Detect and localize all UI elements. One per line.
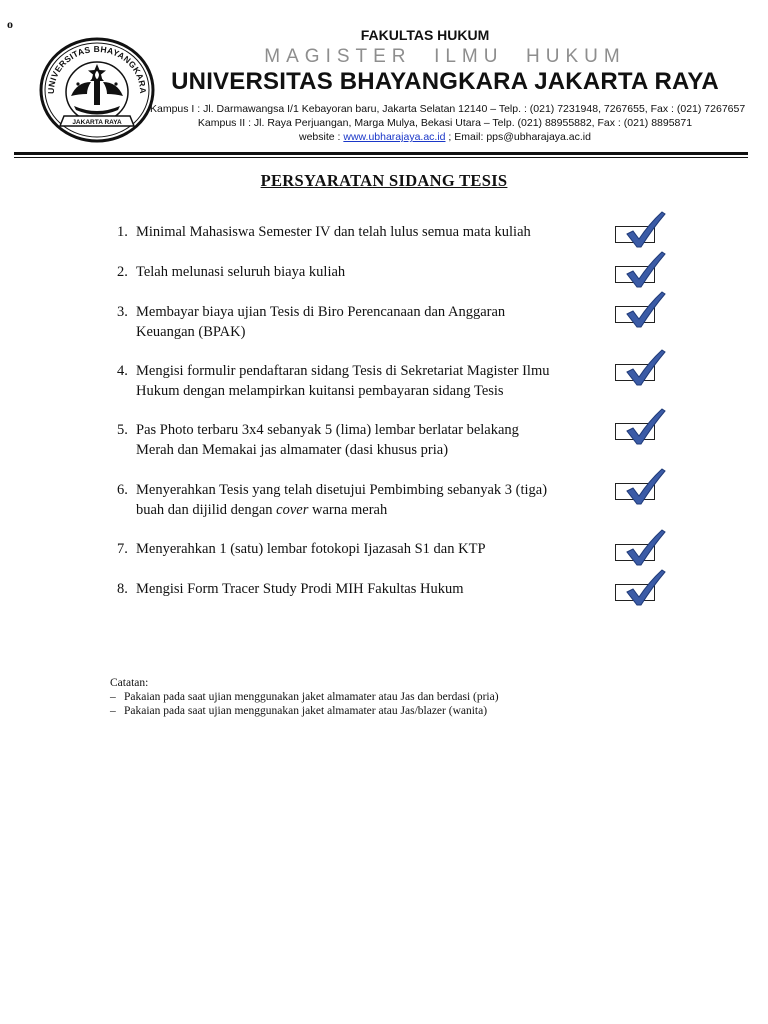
seal-ring-text: UNIVERSITAS BHAYANGKARA [45,43,149,95]
university-seal-logo [38,36,156,144]
requirement-item-7 [117,539,597,559]
requirement-checkbox-8[interactable] [615,576,659,604]
checkmark-icon [615,210,667,250]
checkmark-icon [615,348,667,388]
requirement-checkbox-3[interactable] [615,298,659,326]
website-link[interactable]: www.ubharajaya.ac.id [343,131,446,143]
requirement-text-cont: buah dan dijilid dengan cover warna merah [136,502,388,518]
requirement-text: Telah melunasi seluruh biaya kuliah [136,264,346,280]
requirement-checkbox-6[interactable] [615,475,659,503]
requirement-number: 2. [117,264,128,280]
requirement-number: 3. [117,304,128,320]
requirement-text-cont: Merah dan Memakai jas almamater (dasi khusus pria) [136,442,449,458]
requirement-checkbox-1[interactable] [615,218,659,246]
corner-mark: o [7,17,13,31]
university-name: UNIVERSITAS BHAYANGKARA JAKARTA RAYA [171,68,719,95]
requirement-text: Minimal Mahasiswa Semester IV dan telah lulus semua mata kuliah [136,224,531,240]
requirement-number: 8. [117,581,128,597]
requirement-number: 1. [117,224,128,240]
note-item: – Pakaian pada saat ujian menggunakan jaket almamater atau Jas dan berdasi (pria) [110,691,499,703]
header-divider-thick [14,152,748,155]
document-title: PERSYARATAN SIDANG TESIS [260,171,508,190]
requirement-item-1 [117,222,597,242]
website-label: website : [299,131,344,143]
checkmark-icon [615,528,667,568]
checkmark-icon [615,407,667,447]
requirement-item-2 [117,262,597,282]
requirement-item-5 [117,420,597,460]
notes-section [110,676,499,718]
seal-banner-text: JAKARTA RAYA [72,119,122,126]
checkmark-icon [615,250,667,290]
requirement-text: Mengisi formulir pendaftaran sidang Tesis di Sekretariat Magister Ilmu [136,363,550,379]
requirement-text: Mengisi Form Tracer Study Prodi MIH Fakultas Hukum [136,581,464,597]
requirement-text-cont: Keuangan (BPAK) [136,324,246,340]
cover-word: cover [276,502,309,518]
requirement-checkbox-7[interactable] [615,536,659,564]
university-seal-emblem-icon [38,36,156,144]
requirement-item-8 [117,579,597,599]
requirement-number: 5. [117,422,128,438]
requirement-number: 7. [117,541,128,557]
checkmark-icon [615,568,667,608]
requirement-item-4 [117,361,597,401]
requirement-number: 6. [117,482,128,498]
requirement-text: Pas Photo terbaru 3x4 sebanyak 5 (lima) lembar berlatar belakang [136,422,519,438]
requirement-number: 4. [117,363,128,379]
campus2-address: Kampus II : Jl. Raya Perjuangan, Marga Mulya, Bekasi Utara – Telp. (021) 88955882, Fax : (021) 8895871 [197,117,693,129]
faculty-name: FAKULTAS HUKUM [360,27,490,43]
requirement-item-6 [117,480,597,520]
requirement-checkbox-4[interactable] [615,356,659,384]
requirement-text: Menyerahkan 1 (satu) lembar fotokopi Ijazasah S1 dan KTP [136,541,486,557]
requirement-text: Membayar biaya ujian Tesis di Biro Perencanaan dan Anggaran [136,304,506,320]
contact-line [150,130,740,144]
checkmark-icon [615,467,667,507]
notes-heading: Catatan: [110,677,149,689]
requirement-text: Menyerahkan Tesis yang telah disetujui Pembimbing sebanyak 3 (tiga) [136,482,548,498]
campus1-address: Kampus I : Jl. Darmawangsa I/1 Kebayoran baru, Jakarta Selatan 12140 – Telp. : (021) 7231948, 7267655, Fax : (021) 7267657 [150,103,746,115]
requirement-checkbox-2[interactable] [615,258,659,286]
checkmark-icon [615,290,667,330]
requirement-text-cont: Hukum dengan melampirkan kuitansi pembayaran sidang Tesis [136,383,504,399]
requirement-checkbox-5[interactable] [615,415,659,443]
email-text: ; Email: pps@ubharajaya.ac.id [445,131,591,143]
requirement-item-3 [117,302,597,342]
program-name: MAGISTER ILMU HUKUM [264,46,626,67]
note-item: – Pakaian pada saat ujian menggunakan jaket almamater atau Jas/blazer (wanita) [110,705,488,717]
header-divider-thin [14,157,748,158]
